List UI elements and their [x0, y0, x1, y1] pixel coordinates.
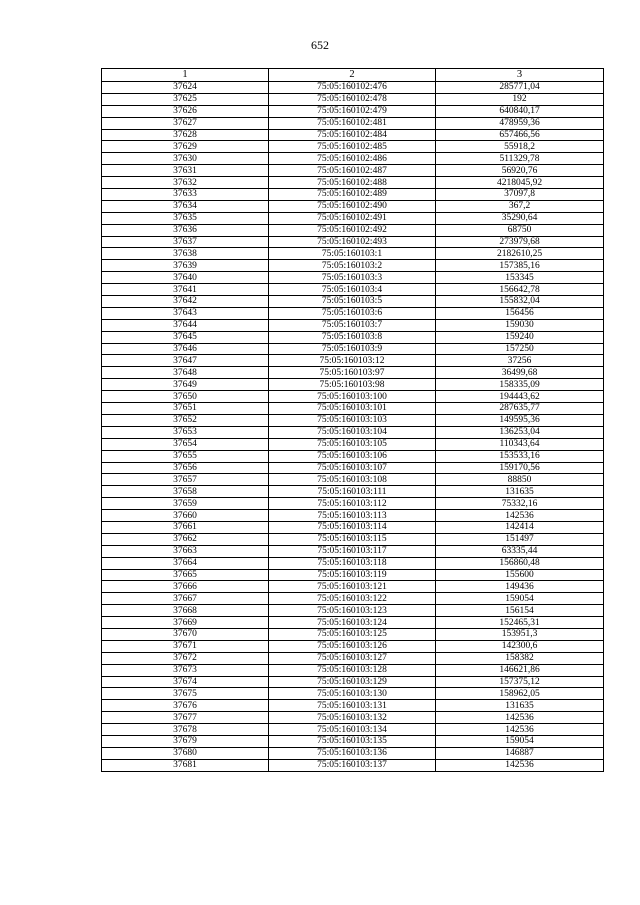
value-cell: 194443,62 — [436, 391, 604, 403]
table-row — [102, 379, 604, 391]
value-cell: 136253,04 — [436, 426, 604, 438]
row-number-cell: 37643 — [102, 307, 269, 319]
value-cell: 155600 — [436, 569, 604, 581]
cadastral-number-cell: 75:05:160103:6 — [269, 307, 436, 319]
row-number-cell: 37646 — [102, 343, 269, 355]
row-number-cell: 37660 — [102, 510, 269, 522]
table-header-row — [102, 69, 604, 82]
row-number-cell: 37638 — [102, 248, 269, 260]
value-cell: 56920,76 — [436, 165, 604, 177]
row-number-cell: 37636 — [102, 224, 269, 236]
column-header-2: 2 — [269, 69, 436, 82]
table-row — [102, 343, 604, 355]
value-cell: 273979,68 — [436, 236, 604, 248]
table-row — [102, 129, 604, 141]
value-cell: 158335,09 — [436, 379, 604, 391]
table-row — [102, 189, 604, 201]
row-number-cell: 37625 — [102, 93, 269, 105]
cadastral-number-cell: 75:05:160103:123 — [269, 605, 436, 617]
table-row — [102, 224, 604, 236]
page-number: 652 — [311, 38, 329, 52]
cadastral-number-cell: 75:05:160103:111 — [269, 486, 436, 498]
table-row — [102, 212, 604, 224]
table-row — [102, 640, 604, 652]
table-row — [102, 236, 604, 248]
value-cell: 156642,78 — [436, 284, 604, 296]
cadastral-number-cell: 75:05:160103:12 — [269, 355, 436, 367]
table-row — [102, 414, 604, 426]
row-number-cell: 37624 — [102, 82, 269, 94]
value-cell: 149436 — [436, 581, 604, 593]
column-header-3: 3 — [436, 69, 604, 82]
cadastral-number-cell: 75:05:160103:5 — [269, 296, 436, 308]
row-number-cell: 37629 — [102, 141, 269, 153]
value-cell: 151497 — [436, 533, 604, 545]
value-cell: 158962,05 — [436, 688, 604, 700]
row-number-cell: 37642 — [102, 296, 269, 308]
table-row — [102, 521, 604, 533]
row-number-cell: 37626 — [102, 105, 269, 117]
row-number-cell: 37656 — [102, 462, 269, 474]
row-number-cell: 37676 — [102, 700, 269, 712]
row-number-cell: 37678 — [102, 724, 269, 736]
value-cell: 153533,16 — [436, 450, 604, 462]
table-row — [102, 141, 604, 153]
cadastral-number-cell: 75:05:160103:112 — [269, 498, 436, 510]
row-number-cell: 37669 — [102, 617, 269, 629]
value-cell: 158382 — [436, 652, 604, 664]
value-cell: 142536 — [436, 724, 604, 736]
table-row — [102, 93, 604, 105]
table-row — [102, 307, 604, 319]
table-row — [102, 617, 604, 629]
value-cell: 142536 — [436, 759, 604, 771]
table-row — [102, 593, 604, 605]
value-cell: 159054 — [436, 593, 604, 605]
cadastral-number-cell: 75:05:160103:129 — [269, 676, 436, 688]
cadastral-number-cell: 75:05:160103:100 — [269, 391, 436, 403]
cadastral-number-cell: 75:05:160102:492 — [269, 224, 436, 236]
cadastral-number-cell: 75:05:160103:122 — [269, 593, 436, 605]
table-row — [102, 628, 604, 640]
cadastral-number-cell: 75:05:160102:490 — [269, 200, 436, 212]
row-number-cell: 37637 — [102, 236, 269, 248]
row-number-cell: 37659 — [102, 498, 269, 510]
cadastral-number-cell: 75:05:160103:137 — [269, 759, 436, 771]
row-number-cell: 37650 — [102, 391, 269, 403]
value-cell: 68750 — [436, 224, 604, 236]
row-number-cell: 37680 — [102, 747, 269, 759]
cadastral-number-cell: 75:05:160102:487 — [269, 165, 436, 177]
value-cell: 657466,56 — [436, 129, 604, 141]
value-cell: 131635 — [436, 700, 604, 712]
cadastral-number-cell: 75:05:160103:125 — [269, 628, 436, 640]
cadastral-number-cell: 75:05:160103:98 — [269, 379, 436, 391]
cadastral-number-cell: 75:05:160103:101 — [269, 403, 436, 415]
cadastral-number-cell: 75:05:160103:104 — [269, 426, 436, 438]
cadastral-number-cell: 75:05:160103:3 — [269, 272, 436, 284]
value-cell: 155832,04 — [436, 296, 604, 308]
value-cell: 75332,16 — [436, 498, 604, 510]
cadastral-number-cell: 75:05:160103:106 — [269, 450, 436, 462]
value-cell: 640840,17 — [436, 105, 604, 117]
value-cell: 159054 — [436, 735, 604, 747]
row-number-cell: 37677 — [102, 712, 269, 724]
table-row — [102, 474, 604, 486]
cadastral-number-cell: 75:05:160103:132 — [269, 712, 436, 724]
value-cell: 367,2 — [436, 200, 604, 212]
row-number-cell: 37670 — [102, 628, 269, 640]
table-row — [102, 165, 604, 177]
value-cell: 146621,86 — [436, 664, 604, 676]
cadastral-number-cell: 75:05:160102:484 — [269, 129, 436, 141]
table-row — [102, 438, 604, 450]
value-cell: 511329,78 — [436, 153, 604, 165]
row-number-cell: 37674 — [102, 676, 269, 688]
value-cell: 35290,64 — [436, 212, 604, 224]
cadastral-number-cell: 75:05:160102:486 — [269, 153, 436, 165]
table-body — [102, 82, 604, 772]
value-cell: 159030 — [436, 319, 604, 331]
cadastral-number-cell: 75:05:160102:476 — [269, 82, 436, 94]
row-number-cell: 37654 — [102, 438, 269, 450]
value-cell: 142536 — [436, 712, 604, 724]
row-number-cell: 37633 — [102, 189, 269, 201]
value-cell: 110343,64 — [436, 438, 604, 450]
table-row — [102, 676, 604, 688]
row-number-cell: 37662 — [102, 533, 269, 545]
cadastral-number-cell: 75:05:160103:130 — [269, 688, 436, 700]
value-cell: 156154 — [436, 605, 604, 617]
cadastral-number-cell: 75:05:160103:113 — [269, 510, 436, 522]
table-row — [102, 450, 604, 462]
row-number-cell: 37627 — [102, 117, 269, 129]
table-row — [102, 700, 604, 712]
value-cell: 287635,77 — [436, 403, 604, 415]
cadastral-number-cell: 75:05:160103:131 — [269, 700, 436, 712]
cadastral-number-cell: 75:05:160103:103 — [269, 414, 436, 426]
row-number-cell: 37653 — [102, 426, 269, 438]
row-number-cell: 37673 — [102, 664, 269, 676]
column-header-1: 1 — [102, 69, 269, 82]
cadastral-number-cell: 75:05:160102:485 — [269, 141, 436, 153]
value-cell: 142300,6 — [436, 640, 604, 652]
value-cell: 37256 — [436, 355, 604, 367]
row-number-cell: 37667 — [102, 593, 269, 605]
value-cell: 152465,31 — [436, 617, 604, 629]
row-number-cell: 37641 — [102, 284, 269, 296]
row-number-cell: 37647 — [102, 355, 269, 367]
row-number-cell: 37630 — [102, 153, 269, 165]
table-row — [102, 747, 604, 759]
row-number-cell: 37663 — [102, 545, 269, 557]
row-number-cell: 37658 — [102, 486, 269, 498]
row-number-cell: 37657 — [102, 474, 269, 486]
value-cell: 153951,3 — [436, 628, 604, 640]
value-cell: 4218045,92 — [436, 177, 604, 189]
cadastral-number-cell: 75:05:160102:489 — [269, 189, 436, 201]
table-row — [102, 272, 604, 284]
cadastral-number-cell: 75:05:160103:135 — [269, 735, 436, 747]
cadastral-number-cell: 75:05:160103:128 — [269, 664, 436, 676]
cadastral-number-cell: 75:05:160103:114 — [269, 521, 436, 533]
row-number-cell: 37681 — [102, 759, 269, 771]
value-cell: 159170,56 — [436, 462, 604, 474]
value-cell: 142536 — [436, 510, 604, 522]
table-row — [102, 486, 604, 498]
table-row — [102, 248, 604, 260]
table-row — [102, 712, 604, 724]
table-row — [102, 510, 604, 522]
table-row — [102, 403, 604, 415]
row-number-cell: 37661 — [102, 521, 269, 533]
table-row — [102, 581, 604, 593]
table-row — [102, 569, 604, 581]
row-number-cell: 37635 — [102, 212, 269, 224]
cadastral-number-cell: 75:05:160103:9 — [269, 343, 436, 355]
row-number-cell: 37649 — [102, 379, 269, 391]
value-cell: 88850 — [436, 474, 604, 486]
cadastral-number-cell: 75:05:160103:121 — [269, 581, 436, 593]
row-number-cell: 37648 — [102, 367, 269, 379]
row-number-cell: 37665 — [102, 569, 269, 581]
row-number-cell: 37668 — [102, 605, 269, 617]
value-cell: 2182610,25 — [436, 248, 604, 260]
value-cell: 478959,36 — [436, 117, 604, 129]
table-row — [102, 319, 604, 331]
cadastral-number-cell: 75:05:160102:481 — [269, 117, 436, 129]
value-cell: 131635 — [436, 486, 604, 498]
value-cell: 156456 — [436, 307, 604, 319]
cadastral-number-cell: 75:05:160103:115 — [269, 533, 436, 545]
row-number-cell: 37651 — [102, 403, 269, 415]
table-row — [102, 105, 604, 117]
table-row — [102, 200, 604, 212]
table-row — [102, 759, 604, 771]
table-row — [102, 462, 604, 474]
cadastral-number-cell: 75:05:160103:136 — [269, 747, 436, 759]
cadastral-number-cell: 75:05:160103:134 — [269, 724, 436, 736]
row-number-cell: 37631 — [102, 165, 269, 177]
table-row — [102, 177, 604, 189]
cadastral-number-cell: 75:05:160102:493 — [269, 236, 436, 248]
cadastral-number-cell: 75:05:160103:124 — [269, 617, 436, 629]
value-cell: 192 — [436, 93, 604, 105]
row-number-cell: 37675 — [102, 688, 269, 700]
cadastral-number-cell: 75:05:160103:108 — [269, 474, 436, 486]
table-row — [102, 498, 604, 510]
row-number-cell: 37628 — [102, 129, 269, 141]
table-row — [102, 296, 604, 308]
row-number-cell: 37639 — [102, 260, 269, 272]
cadastral-number-cell: 75:05:160103:7 — [269, 319, 436, 331]
value-cell: 36499,68 — [436, 367, 604, 379]
value-cell: 55918,2 — [436, 141, 604, 153]
cadastral-number-cell: 75:05:160102:479 — [269, 105, 436, 117]
table-row — [102, 533, 604, 545]
row-number-cell: 37634 — [102, 200, 269, 212]
cadastral-number-cell: 75:05:160103:8 — [269, 331, 436, 343]
table-row — [102, 367, 604, 379]
value-cell: 142414 — [436, 521, 604, 533]
value-cell: 149595,36 — [436, 414, 604, 426]
table-row — [102, 605, 604, 617]
cadastral-number-cell: 75:05:160103:105 — [269, 438, 436, 450]
value-cell: 285771,04 — [436, 82, 604, 94]
cadastral-number-cell: 75:05:160102:491 — [269, 212, 436, 224]
table-row — [102, 284, 604, 296]
table-row — [102, 557, 604, 569]
row-number-cell: 37672 — [102, 652, 269, 664]
row-number-cell: 37644 — [102, 319, 269, 331]
cadastral-number-cell: 75:05:160103:119 — [269, 569, 436, 581]
value-cell: 146887 — [436, 747, 604, 759]
cadastral-number-cell: 75:05:160103:118 — [269, 557, 436, 569]
table-row — [102, 664, 604, 676]
table-row — [102, 545, 604, 557]
data-table — [101, 68, 604, 772]
table-row — [102, 735, 604, 747]
cadastral-number-cell: 75:05:160103:107 — [269, 462, 436, 474]
table-row — [102, 82, 604, 94]
row-number-cell: 37652 — [102, 414, 269, 426]
value-cell: 153345 — [436, 272, 604, 284]
table-row — [102, 724, 604, 736]
cadastral-number-cell: 75:05:160103:4 — [269, 284, 436, 296]
table-row — [102, 355, 604, 367]
cadastral-number-cell: 75:05:160102:488 — [269, 177, 436, 189]
cadastral-number-cell: 75:05:160103:1 — [269, 248, 436, 260]
value-cell: 156860,48 — [436, 557, 604, 569]
row-number-cell: 37666 — [102, 581, 269, 593]
cadastral-number-cell: 75:05:160103:127 — [269, 652, 436, 664]
table-row — [102, 331, 604, 343]
table-row — [102, 117, 604, 129]
cadastral-number-cell: 75:05:160103:117 — [269, 545, 436, 557]
table-row — [102, 391, 604, 403]
cadastral-number-cell: 75:05:160102:478 — [269, 93, 436, 105]
value-cell: 37097,8 — [436, 189, 604, 201]
row-number-cell: 37645 — [102, 331, 269, 343]
table-row — [102, 688, 604, 700]
row-number-cell: 37671 — [102, 640, 269, 652]
value-cell: 63335,44 — [436, 545, 604, 557]
cadastral-number-cell: 75:05:160103:2 — [269, 260, 436, 272]
row-number-cell: 37664 — [102, 557, 269, 569]
row-number-cell: 37640 — [102, 272, 269, 284]
cadastral-number-cell: 75:05:160103:97 — [269, 367, 436, 379]
table-row — [102, 260, 604, 272]
value-cell: 157250 — [436, 343, 604, 355]
value-cell: 157385,16 — [436, 260, 604, 272]
row-number-cell: 37679 — [102, 735, 269, 747]
row-number-cell: 37632 — [102, 177, 269, 189]
table-row — [102, 652, 604, 664]
value-cell: 157375,12 — [436, 676, 604, 688]
cadastral-number-cell: 75:05:160103:126 — [269, 640, 436, 652]
value-cell: 159240 — [436, 331, 604, 343]
table-row — [102, 153, 604, 165]
row-number-cell: 37655 — [102, 450, 269, 462]
table-row — [102, 426, 604, 438]
